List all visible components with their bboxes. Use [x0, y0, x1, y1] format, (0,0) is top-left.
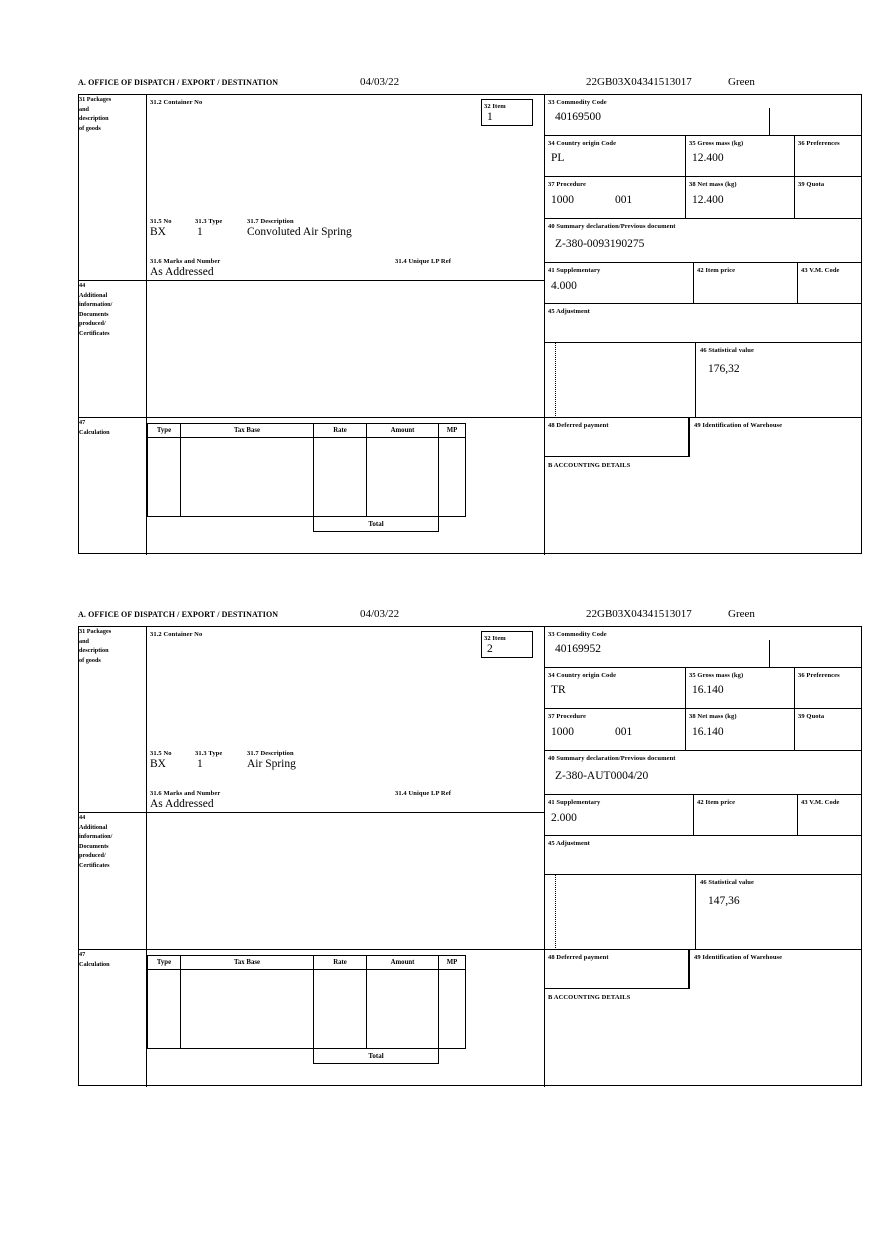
box-38-value: 12.400: [692, 194, 724, 206]
box-40-summary-declaration: [545, 219, 861, 263]
box-36-label: 36 Preferences: [798, 140, 840, 147]
table-row: [148, 438, 466, 517]
customs-declaration-sheet-1: [78, 78, 862, 554]
box-34-label: 34 Country origin Code: [548, 140, 617, 147]
box-31-packages-2: [147, 627, 545, 813]
tax-cell-rate-2: [314, 970, 367, 1049]
box-32-label: 32 Item: [484, 103, 506, 110]
box-31-6-marks-label-2: 31.6 Marks and Number: [150, 790, 221, 797]
box-32-item-number-2: [481, 631, 533, 658]
box-31-7-description-value: Convoluted Air Spring: [247, 226, 352, 238]
box-32-value: 1: [487, 111, 493, 123]
box-31-label-line1: 31 Packages: [79, 96, 112, 103]
box-44-label-line3-2: information/: [79, 833, 113, 840]
tax-cell-rate: [314, 438, 367, 517]
box-35-value: 12.400: [692, 152, 724, 164]
total-label: Total: [314, 517, 439, 532]
box-31-7-description-value-2: Air Spring: [247, 758, 296, 770]
box-43-vm-code: [798, 263, 861, 304]
tax-cell-amount: [367, 438, 439, 517]
box-31-5-no-label: 31.5 No: [150, 218, 172, 225]
box-42-label-2: 42 Item price: [697, 799, 736, 806]
box-44-label-line6-2: Certificates: [79, 861, 110, 869]
box-31-2-container-no-label-2: 31.2 Container No: [150, 631, 203, 638]
tax-col-mp-2: MP: [439, 956, 466, 970]
tax-cell-mp-2: [439, 970, 466, 1049]
box-37-procedure-2: [545, 709, 686, 751]
box-31-label-line2-2: and: [79, 637, 89, 645]
box-31-7-description-label-2: 31.7 Description: [247, 750, 294, 757]
box-37-label-2: 37 Procedure: [548, 713, 586, 720]
tax-col-amount: Amount: [367, 424, 439, 438]
box-31-label-line4: of goods: [79, 124, 101, 132]
box-40-summary-declaration-2: [545, 751, 861, 795]
box-44-label-line5-2: produced/: [79, 852, 106, 859]
box-38-value-2: 16.140: [692, 726, 724, 738]
box-46-label-2: 46 Statistical value: [700, 879, 754, 886]
box-41-supplementary: [545, 263, 694, 304]
box-45-adjustment-2: [545, 836, 861, 875]
tax-cell-type-2: [148, 970, 181, 1049]
box-38-net-mass: [686, 177, 795, 219]
box-41-label: 41 Supplementary: [548, 267, 601, 274]
box-44-label-line2: Additional: [79, 291, 108, 299]
tax-cell-base-2: [181, 970, 314, 1049]
box-43-label: 43 V.M. Code: [801, 267, 840, 274]
total-spacer-2-2: [181, 1049, 314, 1064]
box-48-deferred-payment: [545, 418, 689, 457]
box-31-label-line1-2: 31 Packages: [79, 628, 112, 635]
box-33-commodity-code: [545, 95, 861, 136]
box-42-item-price: [694, 263, 798, 304]
box-47-label-line1: 47: [79, 419, 86, 426]
copy-name-2: Green: [728, 608, 755, 620]
box-49-identification-warehouse: [689, 418, 861, 457]
box-44-label-line2-2: Additional: [79, 823, 108, 831]
box-44-label-line4-2: Documents: [79, 842, 109, 850]
box-35-value-2: 16.140: [692, 684, 724, 696]
declaration-reference: 22GB03X04341513017: [586, 76, 692, 88]
total-label-2: Total: [314, 1049, 439, 1064]
declaration-date-2: 04/03/22: [360, 608, 400, 620]
box-36-preferences: [795, 136, 861, 177]
box-49-label: 49 Identification of Warehouse: [694, 422, 783, 429]
tax-cell-base: [181, 438, 314, 517]
box-45-label-2: 45 Adjustment: [548, 840, 590, 847]
box-37-value-2-2: 001: [615, 726, 633, 738]
tax-col-rate: Rate: [314, 424, 367, 438]
box-49-label-2: 49 Identification of Warehouse: [694, 954, 783, 961]
box-31-5-no-value-2: BX: [150, 758, 166, 770]
declaration-reference-2: 22GB03X04341513017: [586, 608, 692, 620]
box-b-accounting-details-2: [545, 989, 861, 1087]
box-48-deferred-payment-2: [545, 950, 689, 989]
box-33-label-2: 33 Commodity Code: [548, 631, 607, 638]
box-38-net-mass-2: [686, 709, 795, 751]
box-47-calculation: [147, 418, 545, 555]
box-38-label: 38 Net mass (kg): [689, 181, 737, 188]
box-44-additional-information: [147, 281, 545, 418]
box-31-5-no-value: BX: [150, 226, 166, 238]
declaration-frame: [78, 94, 862, 554]
total-spacer-2: [181, 517, 314, 532]
table-row: [148, 970, 466, 1049]
box-31-packages: [147, 95, 545, 281]
box-40-value: Z-380-0093190275: [555, 238, 645, 250]
tax-table-header-row: [148, 424, 466, 438]
box-45-adjustment: [545, 304, 861, 343]
box-37-label: 37 Procedure: [548, 181, 586, 188]
customs-declaration-sheet-2: [78, 610, 862, 1086]
box-b-label: B ACCOUNTING DETAILS: [548, 462, 631, 469]
tax-cell-type: [148, 438, 181, 517]
box-b-label-2: B ACCOUNTING DETAILS: [548, 994, 631, 1001]
box-31-4-unique-lp-ref-label-2: 31.4 Unique LP Ref: [395, 790, 451, 797]
box-31-label-line2: and: [79, 105, 89, 113]
box-44-label-line1-2: 44: [79, 814, 86, 821]
box-44-label-line5: produced/: [79, 320, 106, 327]
tax-col-type: Type: [148, 424, 181, 438]
tax-col-mp: MP: [439, 424, 466, 438]
box-41-label-2: 41 Supplementary: [548, 799, 601, 806]
box-35-gross-mass-2: [686, 668, 795, 709]
box-44-label-line3: information/: [79, 301, 113, 308]
box-34-country-origin-2: [545, 668, 686, 709]
box-46-statistical-value-row: [545, 343, 861, 418]
box-31-3-type-label: 31.3 Type: [195, 218, 223, 225]
box-33-commodity-code-2: [545, 627, 861, 668]
sheet-header: [78, 78, 862, 94]
box-46-label: 46 Statistical value: [700, 347, 754, 354]
total-spacer-3-2: [439, 1049, 466, 1064]
declaration-date: 04/03/22: [360, 76, 400, 88]
box-46-value: 176,32: [708, 363, 740, 375]
total-spacer-1-2: [148, 1049, 181, 1064]
box-35-gross-mass: [686, 136, 795, 177]
box-39-quota: [795, 177, 861, 219]
box-35-label-2: 35 Gross mass (kg): [689, 672, 744, 679]
box-40-value-2: Z-380-AUT0004/20: [555, 770, 649, 782]
box-37-procedure: [545, 177, 686, 219]
box-31-label-line3-2: description: [79, 647, 109, 654]
tax-col-base: Tax Base: [181, 424, 314, 438]
box-47-label-line1-2: 47: [79, 951, 86, 958]
box-42-label: 42 Item price: [697, 267, 736, 274]
declaration-frame-2: [78, 626, 862, 1086]
office-of-dispatch-label-2: A. OFFICE OF DISPATCH / EXPORT / DESTINATION: [78, 610, 279, 619]
box-41-value-2: 2.000: [551, 812, 577, 824]
tax-col-rate-2: Rate: [314, 956, 367, 970]
tax-table-total-row: [148, 517, 466, 532]
box-31-7-description-label: 31.7 Description: [247, 218, 294, 225]
box-33-value-2: 40169952: [555, 643, 601, 655]
box-41-value: 4.000: [551, 280, 577, 292]
box-31-label-line3: description: [79, 115, 109, 122]
box-33-label: 33 Commodity Code: [548, 99, 607, 106]
box-47-label-line2: Calculation: [79, 428, 110, 436]
box-40-label: 40 Summary declaration/Previous document: [548, 223, 676, 230]
box-31-3-type-value-2: 1: [197, 758, 203, 770]
box-45-label: 45 Adjustment: [548, 308, 590, 315]
box-37-value-1: 1000: [551, 194, 574, 206]
tax-cell-mp: [439, 438, 466, 517]
box-46-statistical-value-row-2: [545, 875, 861, 950]
box-44-label-cell-2: [79, 813, 147, 950]
box-46-statistical-value: [695, 343, 861, 418]
box-36-preferences-2: [795, 668, 861, 709]
box-33-divider: [769, 108, 770, 136]
box-47-label-line2-2: Calculation: [79, 960, 110, 968]
box-31-2-container-no-label: 31.2 Container No: [150, 99, 203, 106]
box-47-label-cell-2: [79, 950, 147, 1087]
box-44-additional-information-2: [147, 813, 545, 950]
box-31-4-unique-lp-ref-label: 31.4 Unique LP Ref: [395, 258, 451, 265]
box-37-value-1-2: 1000: [551, 726, 574, 738]
total-spacer-1: [148, 517, 181, 532]
box-38-label-2: 38 Net mass (kg): [689, 713, 737, 720]
tax-cell-amount-2: [367, 970, 439, 1049]
box-33-value: 40169500: [555, 111, 601, 123]
tax-calculation-table-2: [147, 955, 466, 1064]
box-48-label: 48 Deferred payment: [548, 422, 609, 429]
box-32-label-2: 32 Item: [484, 635, 506, 642]
box-39-label: 39 Quota: [798, 181, 825, 188]
box-31-3-type-value: 1: [197, 226, 203, 238]
box-35-label: 35 Gross mass (kg): [689, 140, 744, 147]
box-33-divider-2: [769, 640, 770, 668]
box-46-dotted-divider-2: [555, 875, 556, 950]
box-31-6-marks-label: 31.6 Marks and Number: [150, 258, 221, 265]
box-39-label-2: 39 Quota: [798, 713, 825, 720]
box-34-value: PL: [551, 152, 565, 164]
box-31-label-cell-2: [79, 627, 147, 813]
box-48-label-2: 48 Deferred payment: [548, 954, 609, 961]
tax-calculation-table: [147, 423, 466, 532]
tax-table-total-row-2: [148, 1049, 466, 1064]
box-39-quota-2: [795, 709, 861, 751]
box-31-6-marks-value-2: As Addressed: [150, 798, 214, 810]
box-32-item-number: [481, 99, 533, 126]
box-40-label-2: 40 Summary declaration/Previous document: [548, 755, 676, 762]
box-43-vm-code-2: [798, 795, 861, 836]
box-49-identification-warehouse-2: [689, 950, 861, 989]
office-of-dispatch-label: A. OFFICE OF DISPATCH / EXPORT / DESTINATION: [78, 78, 279, 87]
tax-col-type-2: Type: [148, 956, 181, 970]
box-46-statistical-value-2: [695, 875, 861, 950]
box-31-label-cell: [79, 95, 147, 281]
tax-col-amount-2: Amount: [367, 956, 439, 970]
tax-col-base-2: Tax Base: [181, 956, 314, 970]
box-42-item-price-2: [694, 795, 798, 836]
box-43-label-2: 43 V.M. Code: [801, 799, 840, 806]
box-32-value-2: 2: [487, 643, 493, 655]
box-31-3-type-label-2: 31.3 Type: [195, 750, 223, 757]
box-47-calculation-2: [147, 950, 545, 1087]
box-31-label-line4-2: of goods: [79, 656, 101, 664]
sheet-header-2: [78, 610, 862, 626]
box-41-supplementary-2: [545, 795, 694, 836]
box-44-label-line4: Documents: [79, 310, 109, 318]
box-44-label-line1: 44: [79, 282, 86, 289]
box-36-label-2: 36 Preferences: [798, 672, 840, 679]
box-34-value-2: TR: [551, 684, 566, 696]
box-47-label-cell: [79, 418, 147, 555]
box-34-country-origin: [545, 136, 686, 177]
box-44-label-line6: Certificates: [79, 329, 110, 337]
box-46-value-2: 147,36: [708, 895, 740, 907]
box-37-value-2: 001: [615, 194, 633, 206]
box-31-6-marks-value: As Addressed: [150, 266, 214, 278]
box-31-5-no-label-2: 31.5 No: [150, 750, 172, 757]
box-46-dotted-divider: [555, 343, 556, 418]
box-44-label-cell: [79, 281, 147, 418]
total-spacer-3: [439, 517, 466, 532]
tax-table-header-row-2: [148, 956, 466, 970]
box-34-label-2: 34 Country origin Code: [548, 672, 617, 679]
box-b-accounting-details: [545, 457, 861, 555]
copy-name: Green: [728, 76, 755, 88]
